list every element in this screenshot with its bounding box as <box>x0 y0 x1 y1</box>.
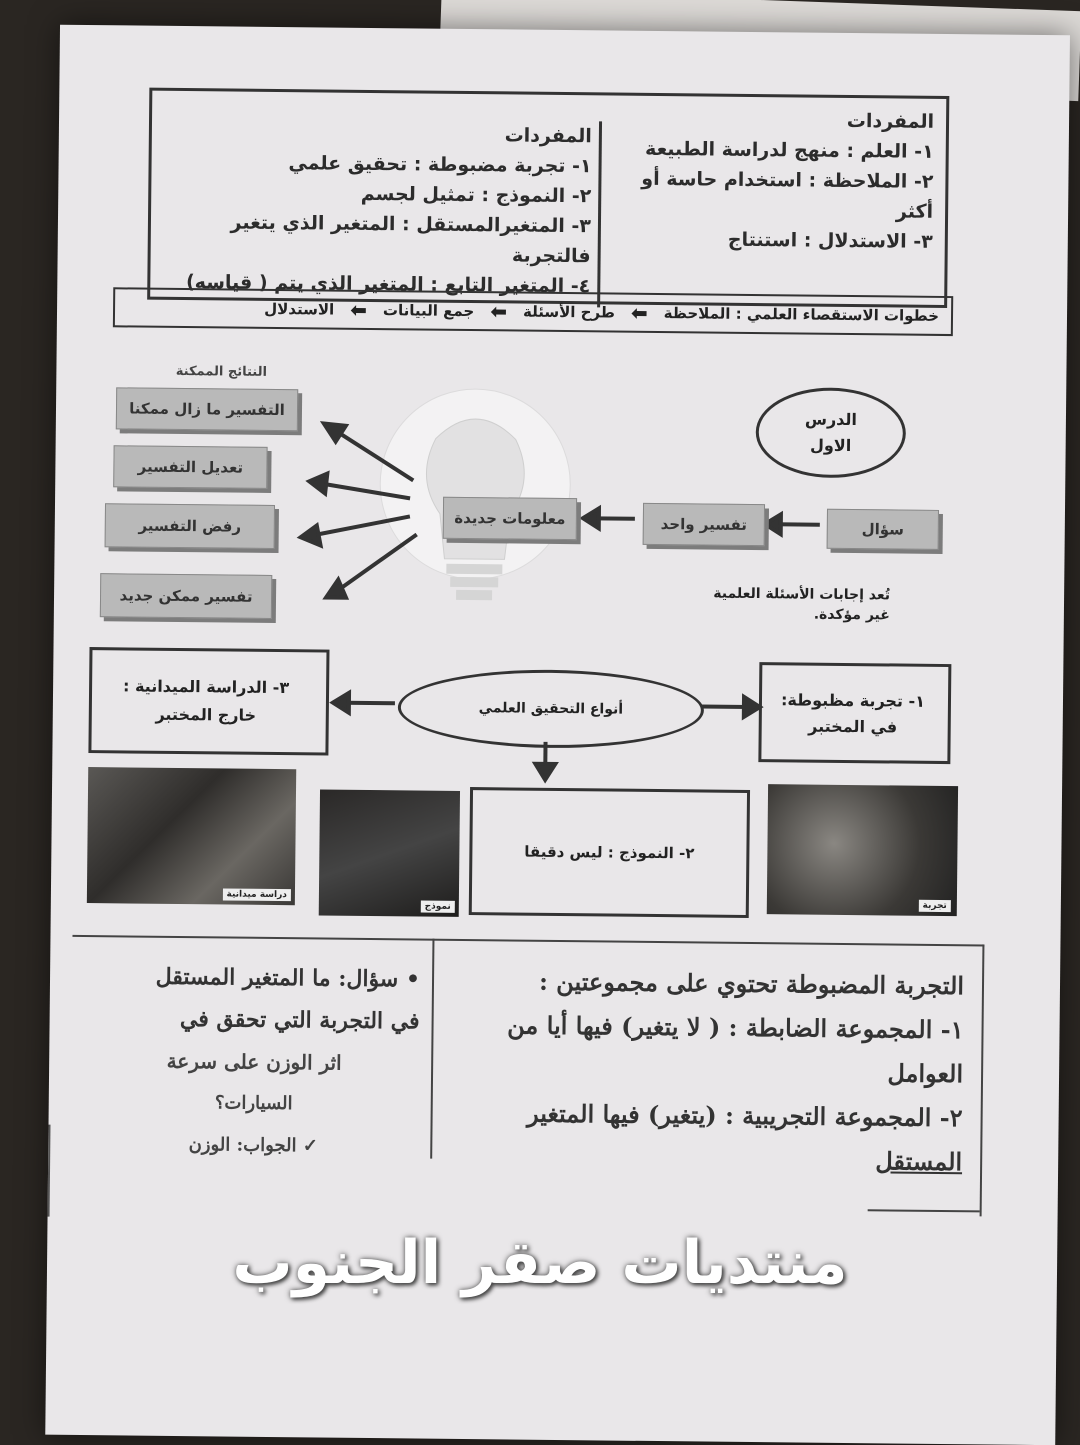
bullet-icon: • <box>398 966 420 992</box>
vocab-left <box>158 117 592 302</box>
controlled-experiment-line: ١- تجربة مظبوطة: <box>768 687 938 715</box>
forum-watermark: منتديات صقر الجنوب <box>0 1228 1080 1298</box>
model-photo <box>319 789 460 916</box>
photo-tag: تجربة <box>918 900 950 912</box>
arrow-left-icon: ⬅ <box>490 299 507 323</box>
result-box: تفسير ممكن جديد <box>100 573 272 619</box>
arrow-head <box>301 525 321 545</box>
vocab-left-line: ٢- النموذج : تمثيل لجسم <box>159 177 591 212</box>
model-box: ٢- النموذج : ليس دقيقا <box>469 787 750 918</box>
result-box: رفض التفسير <box>105 503 275 549</box>
controlled-experiment-notes <box>440 959 964 1184</box>
inquiry-step: طرح الأسئلة <box>523 303 615 322</box>
arrow-head <box>324 423 346 441</box>
arrow-head <box>583 508 599 528</box>
inquiry-step: الاستدلال <box>264 300 334 319</box>
left-edge-line <box>48 1125 51 1217</box>
investigation-types-oval: أنواع التحقيق العلمي <box>397 668 704 749</box>
photo-tag: دراسة ميدانية <box>222 888 290 901</box>
question-line: في التجربة التي تحقق في <box>89 997 419 1042</box>
check-icon: ✓ <box>296 1135 318 1156</box>
controlled-note-line: التجربة المضبوطة تحتوي على مجموعتين : <box>442 959 964 1008</box>
lightbulb-icon <box>379 388 571 601</box>
vocabulary-panel <box>147 88 949 308</box>
vocab-right-title: المفردات <box>616 104 934 137</box>
controlled-note-line: العوامل <box>441 1047 963 1096</box>
lesson-oval: الدرس الاول <box>755 387 906 479</box>
question-notes <box>88 955 420 1168</box>
vocab-right-line: ٢- الملاحظة : استخدام حاسة أو <box>615 164 933 197</box>
question-line: السيارات؟ <box>89 1081 419 1126</box>
vocab-right-line: ٣- الاستدلال : استنتاج <box>615 224 933 257</box>
arrow-head <box>744 697 760 717</box>
photo-tag: نموذج <box>421 901 455 913</box>
answer-line: ✓ الجواب: الوزن <box>88 1123 418 1168</box>
field-study-line: خارج المختبر <box>100 700 312 730</box>
arrow-head <box>309 473 327 493</box>
controlled-experiment-line: في المختبر <box>768 713 938 741</box>
arrow-head <box>535 764 555 780</box>
controlled-note-line: المستقل <box>875 1139 962 1184</box>
vocab-left-line: ٤- المتغير التابع : المتغير الذي يتم ( قياسه) <box>158 267 590 302</box>
question-line: • سؤال: ما المتغير المستقل <box>90 955 420 1000</box>
possible-results-title: النتائج الممكنة <box>156 364 286 380</box>
arrow-line <box>336 534 417 593</box>
result-box: تعديل التفسير <box>113 445 267 489</box>
arrow-line <box>345 703 395 704</box>
arrow-left-icon: ⬅ <box>631 301 648 325</box>
result-box: التفسير ما زال ممكنا <box>116 387 298 431</box>
flow-box-question: سؤال <box>827 509 939 550</box>
field-study-line: ٣- الدراسة الميدانية : <box>100 672 312 702</box>
lesson-note <box>640 583 890 626</box>
inquiry-step: جمع البيانات <box>383 301 475 320</box>
lesson-note-line: غير مؤكدة. <box>640 603 890 626</box>
controlled-experiment-box <box>758 662 951 764</box>
controlled-note-line: ٢- المجموعة التجريبية : (يتغير) فيها المتغير <box>440 1091 962 1140</box>
arrow-head <box>765 514 781 534</box>
controlled-note-line: ١- المجموعة الضابطة : ( لا يتغير) فيها أيا من <box>441 1003 963 1052</box>
inquiry-steps-label: خطوات الاستقصاء العلمي : الملاحظة <box>664 304 940 325</box>
flow-box-one-explanation: تفسير واحد <box>643 503 765 546</box>
question-line: اثر الوزن على سرعة <box>89 1039 419 1084</box>
field-study-photo <box>87 767 296 905</box>
vocab-left-line: فالتجربة <box>158 237 590 272</box>
arrow-left-icon: ⬅ <box>350 298 367 322</box>
flow-box-new-information: معلومات جديدة <box>443 497 577 540</box>
vocab-right-line: أكثر <box>615 194 933 227</box>
experiment-photo <box>767 784 958 916</box>
vocab-right-line: ١- العلم : منهج لدراسة الطبيعة <box>616 134 934 167</box>
vocab-left-line: ٣- المتغيرالمستقل : المتغير الذي يتغير <box>159 207 591 242</box>
lesson-note-line: تُعد إجابات الأسئلة العلمية <box>640 583 890 606</box>
vocab-right <box>615 104 935 257</box>
arrow-head <box>333 693 349 713</box>
vocab-left-line: ١- تجربة مضبوطة : تحقيق علمي <box>159 147 591 182</box>
vocab-left-title: المفردات <box>160 117 592 152</box>
inquiry-steps-bar <box>113 287 953 336</box>
arrow-head <box>326 580 346 598</box>
